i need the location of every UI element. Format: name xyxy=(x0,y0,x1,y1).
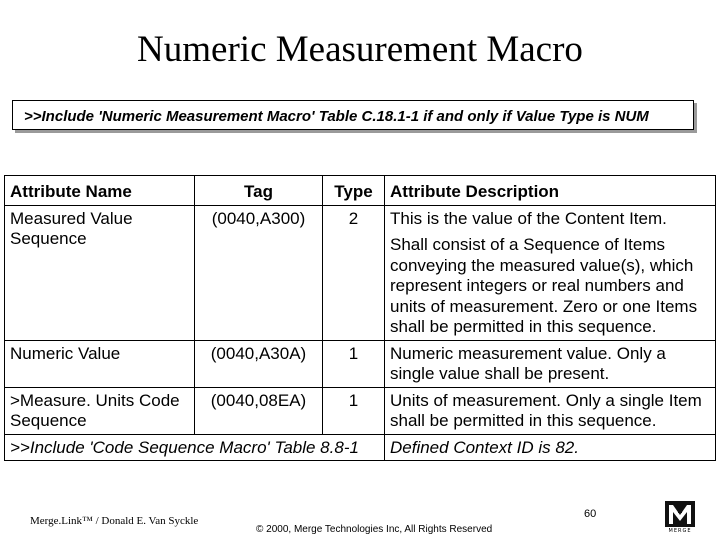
description-paragraph: Units of measurement. Only a single Item shall be permitted in this sequence. xyxy=(390,390,702,430)
header-tag: Tag xyxy=(195,176,323,206)
footer-copyright: © 2000, Merge Technologies Inc, All Rights Reserved xyxy=(256,524,493,535)
attribute-name-cell: Measured Value Sequence xyxy=(5,205,195,340)
attribute-table xyxy=(4,175,716,461)
include-banner-text: >>Include 'Numeric Measurement Macro' Table C.18.1-1 if and only if Value Type is NUM xyxy=(24,108,649,125)
type-cell: 1 xyxy=(323,340,385,387)
description-paragraph: This is the value of the Content Item. xyxy=(390,208,667,228)
table-include-row xyxy=(5,434,716,461)
description-paragraph: Shall consist of a Sequence of Items conveying the measured value(s), which represent integers or real numbers and units of measurement. Zero or one Items shall be permitted in this sequence. xyxy=(390,235,698,336)
merge-logo-icon xyxy=(664,500,696,540)
attribute-name-cell: Numeric Value xyxy=(5,340,195,387)
tag-cell: (0040,08EA) xyxy=(195,387,323,434)
attribute-name-cell: >Measure. Units Code Sequence xyxy=(5,387,195,434)
slide-title: Numeric Measurement Macro xyxy=(137,29,583,70)
footer-author: Merge.Link™ / Donald E. Van Syckle xyxy=(30,515,199,527)
page-number: 60 xyxy=(584,508,597,520)
description-paragraph: Numeric measurement value. Only a single value shall be present. xyxy=(390,343,666,383)
table-header-row xyxy=(5,176,716,206)
description-cell xyxy=(385,340,716,387)
description-cell xyxy=(385,205,716,340)
type-cell: 2 xyxy=(323,205,385,340)
header-type: Type xyxy=(323,176,385,206)
context-id-cell: Defined Context ID is 82. xyxy=(385,434,716,461)
logo-wordmark: MERGE xyxy=(668,528,692,534)
type-cell: 1 xyxy=(323,387,385,434)
include-macro-cell: >>Include 'Code Sequence Macro' Table 8.8-1 xyxy=(5,434,385,461)
table-row xyxy=(5,340,716,387)
header-attribute-name: Attribute Name xyxy=(5,176,195,206)
table-row xyxy=(5,387,716,434)
header-attribute-description: Attribute Description xyxy=(385,176,716,206)
table-row xyxy=(5,205,716,340)
description-cell xyxy=(385,387,716,434)
tag-cell: (0040,A30A) xyxy=(195,340,323,387)
tag-cell: (0040,A300) xyxy=(195,205,323,340)
